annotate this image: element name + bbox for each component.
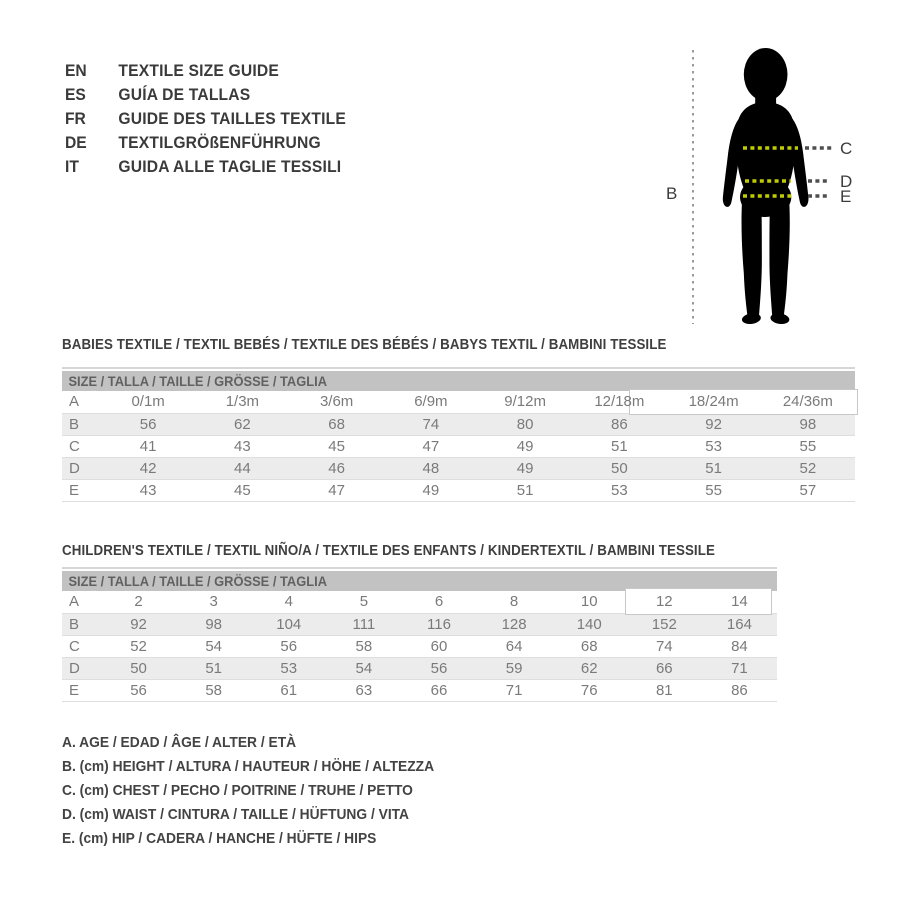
row-label-value: C xyxy=(69,637,80,655)
size-row-C xyxy=(62,635,777,657)
size-cell xyxy=(552,613,627,635)
language-label: TEXTILGRÖßENFÜHRUNG xyxy=(118,133,321,152)
size-cell-value: 98 xyxy=(799,415,817,433)
size-cell-value: 14 xyxy=(731,593,748,611)
size-cell-value: 64 xyxy=(505,637,523,655)
size-cell xyxy=(101,435,195,457)
size-cell-value: 43 xyxy=(139,481,157,499)
size-cell-value: 152 xyxy=(651,615,677,633)
size-cell-value: 116 xyxy=(427,615,451,633)
children-size-table xyxy=(62,563,777,705)
size-cell xyxy=(384,435,478,457)
language-row xyxy=(65,59,346,83)
language-code: IT xyxy=(65,157,79,176)
language-code: ES xyxy=(65,85,86,104)
size-cell-value: 51 xyxy=(611,437,628,455)
size-cell-value: 55 xyxy=(799,437,817,455)
size-cell-value: 24/36m xyxy=(782,393,833,411)
size-cell-value: 71 xyxy=(505,681,523,699)
size-cell xyxy=(101,635,176,657)
children-section-title: CHILDREN'S TEXTILE / TEXTIL NIÑO/A / TEXTILE DES ENFANTS / KINDERTEXTIL / BAMBINI TESSILE xyxy=(62,543,715,559)
size-row-B xyxy=(62,413,855,435)
size-cell xyxy=(326,657,401,679)
language-list xyxy=(65,59,370,179)
waist-label: D xyxy=(840,172,853,191)
row-label-cell xyxy=(62,635,101,657)
size-cell-value: 66 xyxy=(655,659,673,677)
size-cell xyxy=(702,679,777,701)
size-cell xyxy=(478,479,572,501)
size-cell xyxy=(627,635,702,657)
size-cell-value: 104 xyxy=(276,615,302,633)
size-cell-value: 10 xyxy=(580,593,598,611)
size-cell-value: 51 xyxy=(705,459,722,477)
row-label-cell xyxy=(62,613,101,635)
size-cell-value: 18/24m xyxy=(688,393,739,411)
size-cell-value: 44 xyxy=(234,459,251,477)
size-cell xyxy=(702,613,777,635)
table-top-divider xyxy=(62,367,855,369)
size-row-D xyxy=(62,657,777,679)
row-label-cell xyxy=(62,413,101,435)
size-cell xyxy=(478,413,572,435)
language-label: TEXTILE SIZE GUIDE xyxy=(118,61,279,80)
size-cell xyxy=(290,457,384,479)
size-row-E xyxy=(62,679,777,701)
size-cell-value: 56 xyxy=(130,681,147,699)
size-cell xyxy=(627,679,702,701)
size-cell xyxy=(477,591,552,613)
size-cell-value: 58 xyxy=(355,637,373,655)
row-label-value: C xyxy=(69,437,80,455)
size-row-C xyxy=(62,435,855,457)
size-cell xyxy=(384,391,478,413)
language-code: DE xyxy=(65,133,87,152)
size-cell-value: 62 xyxy=(580,659,598,677)
size-cell xyxy=(401,613,476,635)
size-cell-value: 128 xyxy=(501,615,527,633)
size-cell-value: 49 xyxy=(516,437,534,455)
size-row-A xyxy=(62,591,777,613)
table-header-band xyxy=(62,371,855,391)
size-cell-value: 46 xyxy=(328,459,345,477)
size-cell xyxy=(401,657,476,679)
row-label-value: D xyxy=(69,659,80,677)
size-cell-value: 51 xyxy=(516,481,534,499)
size-cell-value: 92 xyxy=(130,615,147,633)
row-label-cell xyxy=(62,679,101,701)
size-cell xyxy=(195,479,289,501)
row-label-cell xyxy=(62,479,101,501)
size-cell xyxy=(251,591,326,613)
legend-item: B. (cm) HEIGHT / ALTURA / HAUTEUR / HÖHE / ALTEZZA xyxy=(62,758,435,775)
size-cell-value: 5 xyxy=(359,593,369,611)
height-label: B xyxy=(666,184,678,203)
size-cell xyxy=(101,591,176,613)
babies-table-body xyxy=(62,391,855,501)
size-cell-value: 92 xyxy=(705,415,722,433)
row-label-value: A xyxy=(69,593,80,611)
size-cell-value: 81 xyxy=(655,681,673,699)
row-label-cell xyxy=(62,435,101,457)
language-row xyxy=(65,107,346,131)
size-cell-value: 56 xyxy=(139,415,157,433)
size-cell xyxy=(477,635,552,657)
size-cell xyxy=(761,435,855,457)
size-cell-value: 53 xyxy=(705,437,722,455)
size-cell xyxy=(195,391,289,413)
size-cell xyxy=(251,635,326,657)
size-cell-value: 68 xyxy=(580,637,598,655)
size-row-D xyxy=(62,457,855,479)
row-label-cell xyxy=(62,457,101,479)
size-cell-value: 140 xyxy=(576,615,602,633)
size-cell-value: 56 xyxy=(280,637,298,655)
size-cell-value: 42 xyxy=(139,459,157,477)
size-cell-value: 63 xyxy=(355,681,373,699)
size-cell-value: 41 xyxy=(139,437,157,455)
row-label-value: E xyxy=(69,481,80,499)
size-cell xyxy=(477,679,552,701)
size-cell-value: 45 xyxy=(328,437,345,455)
size-cell-value: 4 xyxy=(284,593,293,611)
size-cell xyxy=(251,657,326,679)
size-cell xyxy=(477,613,552,635)
size-cell xyxy=(384,413,478,435)
size-cell-value: 74 xyxy=(655,637,673,655)
size-cell xyxy=(667,479,761,501)
size-cell-value: 52 xyxy=(130,637,147,655)
measurement-legend xyxy=(62,731,466,851)
size-cell xyxy=(477,657,552,679)
size-cell-value: 47 xyxy=(422,437,440,455)
size-cell xyxy=(176,657,251,679)
size-cell-value: 58 xyxy=(205,681,222,699)
size-cell xyxy=(401,591,476,613)
size-cell-value: 86 xyxy=(731,681,748,699)
children-highlight-box xyxy=(625,588,772,615)
size-cell-value: 60 xyxy=(430,637,448,655)
size-cell-value: 86 xyxy=(611,415,628,433)
size-cell xyxy=(761,457,855,479)
size-cell-value: 47 xyxy=(328,481,345,499)
babies-size-table xyxy=(62,363,855,505)
children-table-body xyxy=(62,591,777,701)
size-cell xyxy=(702,657,777,679)
language-label: GUIDE DES TAILLES TEXTILE xyxy=(118,109,347,128)
size-cell xyxy=(667,457,761,479)
size-cell-value: 3 xyxy=(209,593,218,611)
row-label-value: D xyxy=(69,459,80,477)
size-cell xyxy=(251,613,326,635)
table-header-label: SIZE / TALLA / TAILLE / GRÖSSE / TAGLIA xyxy=(68,373,328,389)
size-cell-value: 56 xyxy=(430,659,448,677)
size-cell xyxy=(101,457,195,479)
size-row-B xyxy=(62,613,777,635)
size-cell xyxy=(195,413,289,435)
size-cell-value: 45 xyxy=(234,481,251,499)
child-silhouette-icon xyxy=(723,48,809,325)
row-label-cell xyxy=(62,391,101,413)
chest-label: C xyxy=(840,139,853,158)
size-cell xyxy=(251,679,326,701)
size-cell xyxy=(326,591,401,613)
size-cell-value: 50 xyxy=(130,659,147,677)
size-cell xyxy=(478,457,572,479)
size-cell-value: 9/12m xyxy=(504,393,546,411)
size-cell-value: 98 xyxy=(205,615,222,633)
size-cell xyxy=(326,613,401,635)
size-cell xyxy=(101,391,195,413)
size-cell-value: 164 xyxy=(726,615,752,633)
language-label: GUIDA ALLE TAGLIE TESSILI xyxy=(118,157,342,176)
row-label-cell xyxy=(62,657,101,679)
size-cell xyxy=(101,613,176,635)
size-cell-value: 71 xyxy=(731,659,748,677)
size-cell xyxy=(195,457,289,479)
size-cell-value: 62 xyxy=(234,415,251,433)
row-label-value: E xyxy=(69,681,80,699)
size-cell xyxy=(572,435,666,457)
size-cell xyxy=(290,413,384,435)
size-cell xyxy=(176,635,251,657)
legend-item: C. (cm) CHEST / PECHO / POITRINE / TRUHE / PETTO xyxy=(62,782,413,799)
size-cell xyxy=(326,635,401,657)
size-cell-value: 53 xyxy=(611,481,628,499)
size-cell-value: 61 xyxy=(280,681,298,699)
size-cell xyxy=(326,679,401,701)
size-cell xyxy=(176,613,251,635)
legend-item: A. AGE / EDAD / ÂGE / ALTER / ETÀ xyxy=(62,734,297,751)
size-cell-value: 68 xyxy=(328,415,345,433)
row-label-value: A xyxy=(69,393,80,411)
size-cell-value: 48 xyxy=(422,459,440,477)
size-cell-value: 12 xyxy=(655,593,673,611)
size-cell xyxy=(478,391,572,413)
size-cell xyxy=(101,657,176,679)
size-cell-value: 6/9m xyxy=(414,393,448,411)
size-cell xyxy=(552,657,627,679)
size-cell xyxy=(290,479,384,501)
size-cell-value: 66 xyxy=(430,681,448,699)
table-header-label: SIZE / TALLA / TAILLE / GRÖSSE / TAGLIA xyxy=(68,573,328,589)
size-cell-value: 84 xyxy=(731,637,748,655)
size-cell-value: 12/18m xyxy=(594,393,645,411)
size-cell xyxy=(761,413,855,435)
language-label: GUÍA DE TALLAS xyxy=(118,85,251,104)
size-cell xyxy=(401,679,476,701)
legend-item: E. (cm) HIP / CADERA / HANCHE / HÜFTE / HIPS xyxy=(62,830,377,847)
language-code: FR xyxy=(65,109,86,128)
size-cell xyxy=(176,591,251,613)
size-cell xyxy=(101,413,195,435)
child-measurement-figure xyxy=(640,30,870,340)
size-cell-value: 50 xyxy=(611,459,628,477)
size-row-A xyxy=(62,391,855,413)
size-cell-value: 76 xyxy=(580,681,598,699)
size-cell-value: 1/3m xyxy=(225,393,260,411)
row-label-value: B xyxy=(69,615,80,633)
language-row xyxy=(65,131,346,155)
size-cell xyxy=(176,679,251,701)
language-row xyxy=(65,83,346,107)
size-cell-value: 55 xyxy=(705,481,722,499)
size-cell xyxy=(384,457,478,479)
size-cell-value: 3/6m xyxy=(319,393,354,411)
table-top-divider xyxy=(62,567,777,569)
size-cell-value: 80 xyxy=(516,415,534,433)
size-cell xyxy=(572,457,666,479)
language-code: EN xyxy=(65,61,87,80)
size-cell-value: 74 xyxy=(422,415,440,433)
size-cell-value: 54 xyxy=(205,637,222,655)
size-cell-value: 51 xyxy=(205,659,222,677)
size-cell xyxy=(478,435,572,457)
size-cell xyxy=(627,613,702,635)
babies-section-title: BABIES TEXTILE / TEXTIL BEBÉS / TEXTILE DES BÉBÉS / BABYS TEXTIL / BAMBINI TESSILE xyxy=(62,337,667,353)
size-cell-value: 111 xyxy=(352,615,376,633)
size-cell xyxy=(572,413,666,435)
size-cell xyxy=(195,435,289,457)
row-label-value: B xyxy=(69,415,80,433)
size-cell-value: 6 xyxy=(434,593,444,611)
size-cell xyxy=(761,479,855,501)
size-cell-value: 49 xyxy=(516,459,534,477)
size-cell xyxy=(384,479,478,501)
size-cell-value: 0/1m xyxy=(131,393,165,411)
size-cell xyxy=(667,413,761,435)
size-cell-value: 53 xyxy=(280,659,298,677)
size-cell xyxy=(101,679,176,701)
size-cell xyxy=(702,635,777,657)
size-cell-value: 54 xyxy=(355,659,373,677)
size-cell xyxy=(552,635,627,657)
size-cell xyxy=(552,591,627,613)
size-cell xyxy=(290,391,384,413)
size-cell-value: 59 xyxy=(505,659,523,677)
size-cell-value: 8 xyxy=(509,593,519,611)
size-cell xyxy=(667,435,761,457)
size-cell xyxy=(290,435,384,457)
hip-label: E xyxy=(840,187,852,206)
size-cell xyxy=(572,479,666,501)
size-cell xyxy=(401,635,476,657)
size-cell xyxy=(101,479,195,501)
size-cell-value: 57 xyxy=(799,481,817,499)
size-cell-value: 2 xyxy=(134,593,143,611)
size-cell-value: 43 xyxy=(234,437,251,455)
size-cell xyxy=(627,657,702,679)
size-cell xyxy=(552,679,627,701)
legend-item: D. (cm) WAIST / CINTURA / TAILLE / HÜFTUNG / VITA xyxy=(62,806,410,823)
row-label-cell xyxy=(62,591,101,613)
size-cell-value: 52 xyxy=(799,459,817,477)
size-cell-value: 49 xyxy=(422,481,440,499)
language-row xyxy=(65,155,346,179)
size-row-E xyxy=(62,479,855,501)
